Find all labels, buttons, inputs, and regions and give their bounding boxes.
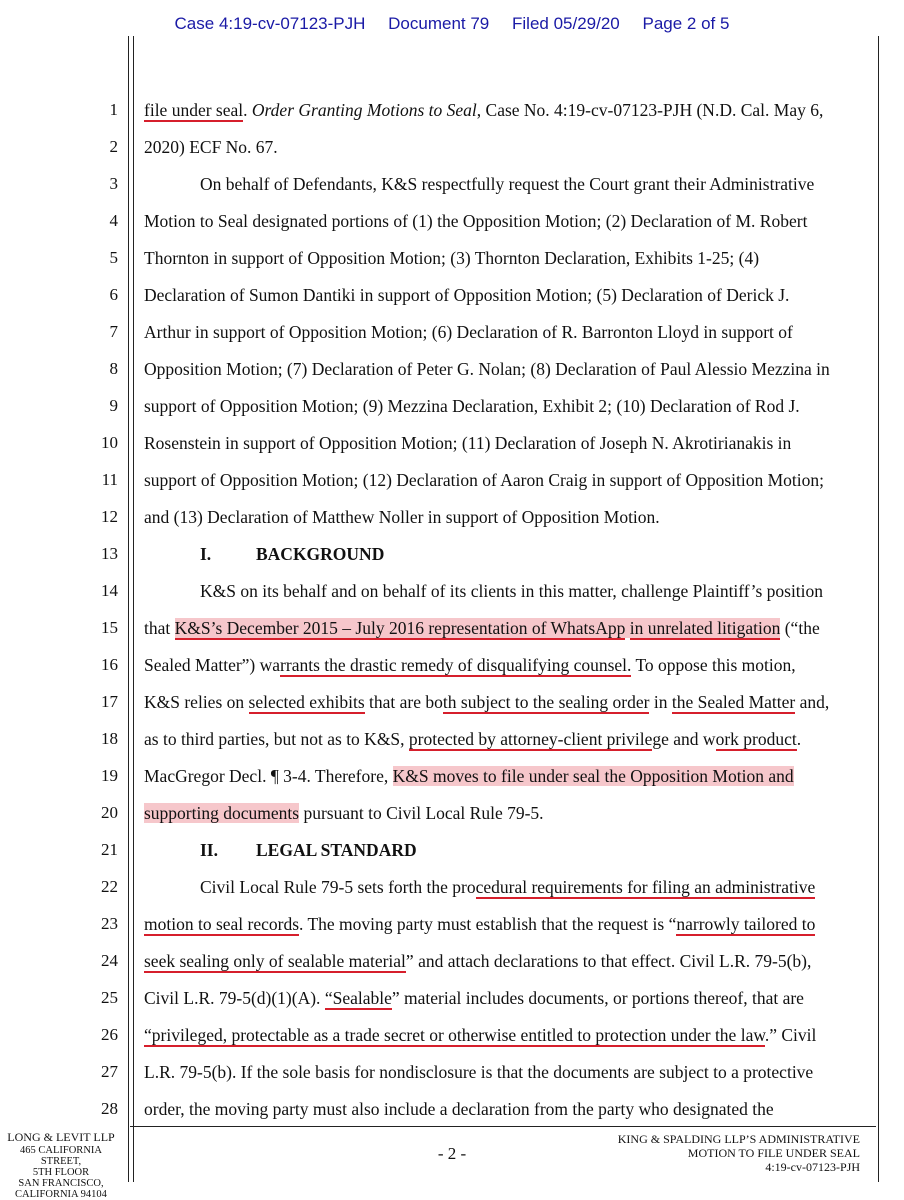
line-number: 20 — [101, 803, 118, 822]
text-line-28: order, the moving party must also include a declaration from the party who designated the — [144, 1099, 774, 1119]
underline-mark: rrants the drastic remedy of disqualifying counsel. — [280, 655, 632, 675]
section-number: I. — [200, 544, 212, 564]
line-number: 3 — [109, 174, 118, 193]
case-header — [0, 14, 904, 34]
underline-mark: “privileged, protectable as a trade secret or otherwise entitled to protection under the law — [144, 1025, 765, 1045]
highlight-mark: K&S’s December 2015 – July 2016 representation of WhatsApp — [174, 618, 626, 638]
text-line-19: MacGregor Decl. ¶ 3-4. Therefore, K&S moves to file under seal the Opposition Motion and — [144, 766, 794, 786]
page-number: - 2 - — [437, 1144, 467, 1163]
left-margin-rule-2 — [133, 36, 134, 1182]
text-line-8: Opposition Motion; (7) Declaration of Peter G. Nolan; (8) Declaration of Paul Alessio Mezzina in — [144, 359, 830, 379]
text-line-12: and (13) Declaration of Matthew Noller in support of Opposition Motion. — [144, 507, 660, 527]
document-case-number: 4:19-cv-07123-PJH — [765, 1160, 860, 1174]
firm-address-line: 5TH FLOOR — [32, 1167, 90, 1178]
firm-address-line: CALIFORNIA 94104 — [15, 1189, 107, 1200]
line-number: 5 — [109, 248, 118, 267]
case-number: Case 4:19-cv-07123-PJH — [174, 14, 366, 33]
line-number: 12 — [101, 507, 118, 526]
right-margin-rule — [878, 36, 879, 1182]
line-number: 2 — [109, 137, 118, 156]
highlight-mark: K&S moves to file under seal the Opposition Motion and — [392, 766, 794, 786]
text-line-6: Declaration of Sumon Dantiki in support of Opposition Motion; (5) Declaration of Derick J. — [144, 285, 790, 305]
line-number: 14 — [101, 581, 118, 600]
highlight-mark: supporting documents — [144, 803, 300, 823]
underline-mark: narrowly tailored to — [676, 914, 816, 934]
line-number: 11 — [101, 470, 118, 489]
line-number: 26 — [101, 1025, 118, 1044]
text-line-18: as to third parties, but not as to K&S, protected by attorney-client privilege and work product. — [144, 729, 802, 749]
underline-mark: protected by attorney-client privile — [408, 729, 653, 749]
document-title-line: MOTION TO FILE UNDER SEAL — [687, 1146, 860, 1160]
text-line-1: file under seal. Order Granting Motions to Seal, Case No. 4:19-cv-07123-PJH (N.D. Cal. May 6, — [144, 100, 824, 120]
line-number: 15 — [101, 618, 118, 637]
firm-block — [0, 1132, 122, 1200]
document-title-line: KING & SPALDING LLP’S ADMINISTRATIVE — [617, 1132, 860, 1146]
line-number: 7 — [109, 322, 118, 341]
underline-mark: seek sealing only of sealable material — [144, 951, 406, 971]
line-number: 16 — [101, 655, 118, 674]
text-line-26: “privileged, protectable as a trade secret or otherwise entitled to protection under the law.” Civil — [144, 1025, 817, 1045]
text-line-2: 2020) ECF No. 67. — [144, 137, 278, 157]
highlight-mark: in unrelated litigation — [629, 618, 781, 638]
line-number: 4 — [109, 211, 118, 230]
section-heading-legal-standard: LEGAL STANDARD — [256, 840, 417, 860]
underline-mark: motion to seal records — [144, 914, 300, 934]
line-number: 17 — [101, 692, 118, 711]
underline-mark: ork product — [715, 729, 797, 749]
page-indicator: Page 2 of 5 — [642, 14, 730, 33]
underline-mark: cedural requirements for filing an administrative — [475, 877, 816, 897]
text-line-9: support of Opposition Motion; (9) Mezzina Declaration, Exhibit 2; (10) Declaration of Rod J. — [144, 396, 800, 416]
text-line-20: supporting documents pursuant to Civil Local Rule 79-5. — [144, 803, 544, 823]
text-line-17: K&S relies on selected exhibits that are both subject to the sealing order in the Sealed Matter and, — [144, 692, 830, 712]
text-line-10: Rosenstein in support of Opposition Motion; (11) Declaration of Joseph N. Akrotirianakis in — [144, 433, 792, 453]
line-number: 1 — [109, 100, 118, 119]
line-number: 19 — [101, 766, 118, 785]
text-line-4: Motion to Seal designated portions of (1) the Opposition Motion; (2) Declaration of M. Robert — [144, 211, 808, 231]
line-number: 24 — [101, 951, 118, 970]
line-number: 9 — [109, 396, 118, 415]
case-citation-title: Order Granting Motions to Seal — [251, 100, 477, 120]
line-number: 28 — [101, 1099, 118, 1118]
text-line-3: On behalf of Defendants, K&S respectfully request the Court grant their Administrative — [200, 174, 815, 194]
line-number: 13 — [101, 544, 118, 563]
underline-mark: file under seal — [144, 100, 244, 120]
text-line-25: Civil L.R. 79-5(d)(1)(A). “Sealable” material includes documents, or portions thereof, that are — [144, 988, 804, 1008]
line-number: 6 — [109, 285, 118, 304]
section-number: II. — [200, 840, 218, 860]
text-line-27: L.R. 79-5(b). If the sole basis for nondisclosure is that the documents are subject to a protective — [144, 1062, 814, 1082]
underline-mark: the Sealed Matter — [671, 692, 796, 712]
text-line-23: motion to seal records. The moving party must establish that the request is “narrowly tailored to — [144, 914, 816, 934]
text-line-15: that K&S’s December 2015 – July 2016 representation of WhatsApp in unrelated litigation (“the — [144, 618, 820, 638]
text-line-7: Arthur in support of Opposition Motion; (6) Declaration of R. Barronton Lloyd in support of — [144, 322, 793, 342]
line-number: 23 — [101, 914, 118, 933]
firm-address-line: 465 CALIFORNIA STREET, — [20, 1145, 102, 1167]
text-line-5: Thornton in support of Opposition Motion; (3) Thornton Declaration, Exhibits 1-25; (4) — [144, 248, 760, 268]
line-number: 18 — [101, 729, 118, 748]
footer-rule — [130, 1126, 876, 1127]
line-number: 8 — [109, 359, 118, 378]
section-heading-background: BACKGROUND — [256, 544, 385, 564]
firm-address-line: SAN FRANCISCO, — [18, 1178, 104, 1189]
underline-mark: selected exhibits — [248, 692, 365, 712]
line-number: 21 — [101, 840, 118, 859]
text-line-24: seek sealing only of sealable material” and attach declarations to that effect. Civil L.R. 79-5(b), — [144, 951, 812, 971]
text-line-22: Civil Local Rule 79-5 sets forth the procedural requirements for filing an administrative — [200, 877, 816, 897]
line-number: 22 — [101, 877, 118, 896]
underline-mark: “Sealable — [324, 988, 392, 1008]
text-line-16: Sealed Matter”) warrants the drastic remedy of disqualifying counsel. To oppose this motion, — [144, 655, 796, 675]
line-number: 25 — [101, 988, 118, 1007]
text-line-14: K&S on its behalf and on behalf of its clients in this matter, challenge Plaintiff’s position — [200, 581, 824, 601]
line-number: 10 — [101, 433, 118, 452]
document-title-block — [618, 1132, 860, 1174]
underline-mark: th subject to the sealing order — [442, 692, 650, 712]
left-margin-rule — [128, 36, 129, 1182]
filed-date: Filed 05/29/20 — [512, 14, 620, 33]
line-number: 27 — [101, 1062, 118, 1081]
firm-name: LONG & LEVIT LLP — [7, 1130, 115, 1144]
document-number: Document 79 — [388, 14, 490, 33]
text-line-11: support of Opposition Motion; (12) Declaration of Aaron Craig in support of Opposition Motion; — [144, 470, 825, 490]
